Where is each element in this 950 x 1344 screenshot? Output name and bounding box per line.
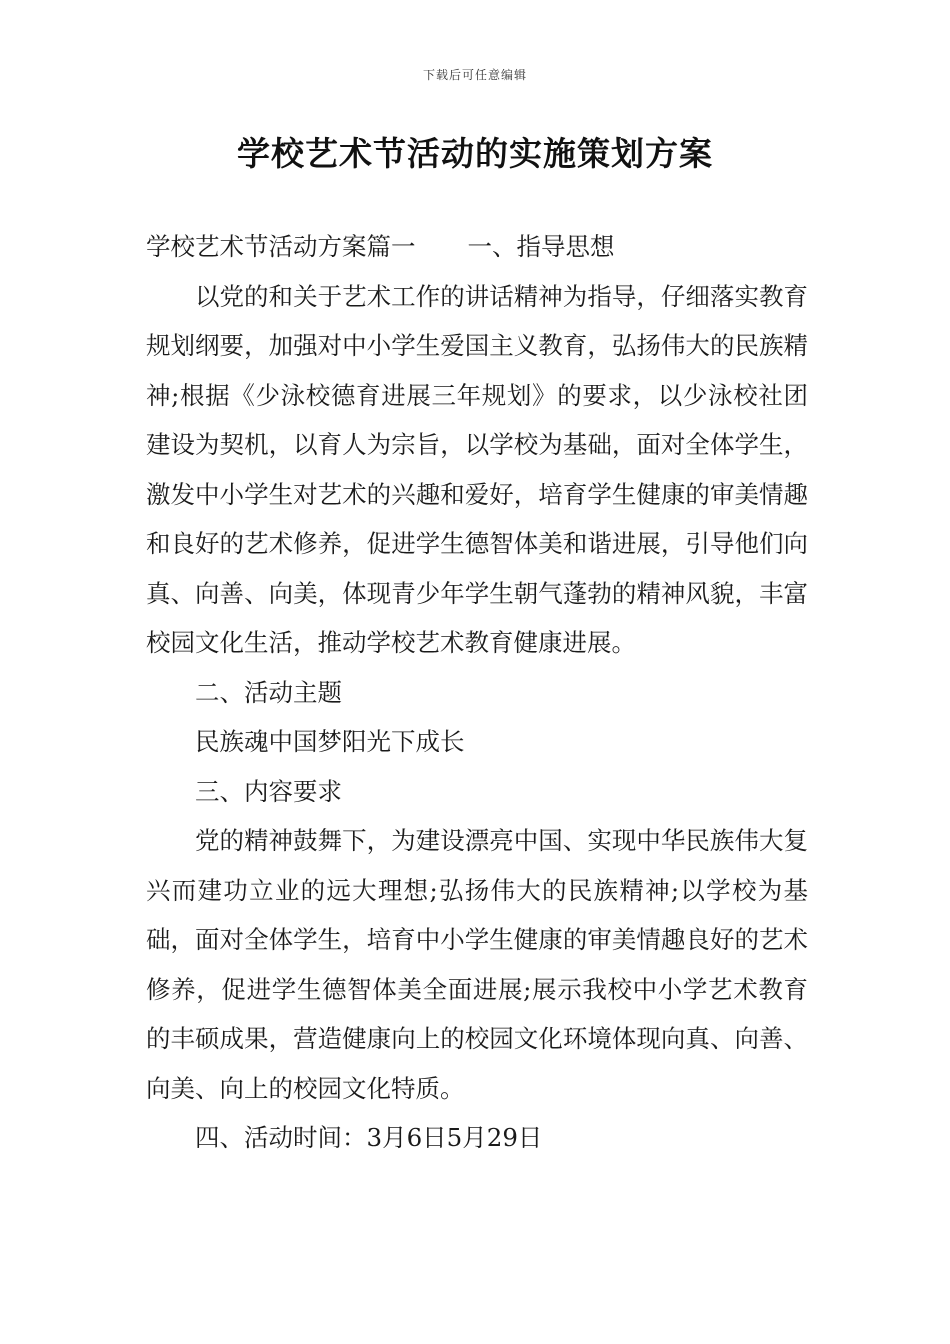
section-heading-theme: 二、活动主题 [195,677,342,707]
section-heading-guiding: 一、指导思想 [467,232,615,261]
section-heading-content: 三、内容要求 [195,776,342,806]
paragraph-content: 党的精神鼓舞下，为建设漂亮中国、实现中华民族伟大复兴而建功立业的远大理想;弘扬伟大的民族精神;以学校为基础，面对全体学生，培育中小学生健康的审美情趣良好的艺术修养，促进学生德智体美全面进展;展示我校中小学艺术教育的丰硕成果，营造健康向上的校园文化环境体现向真、向善、向美、向上的校园文化特质。 [146,826,808,1103]
intro-line [146,222,808,272]
header-note: 下载后可任意编辑 [422,68,527,82]
section-heading-time: 四、活动时间：3月6日5月29日 [195,1123,543,1152]
document-body [146,222,808,1163]
paragraph-theme: 民族魂中国梦阳光下成长 [195,727,465,756]
page-title: 学校艺术节活动的实施策划方案 [237,134,713,173]
paragraph-guiding: 以党的和关于艺术工作的讲话精神为指导，仔细落实教育规划纲要，加强对中小学生爱国主义教育，弘扬伟大的民族精神;根据《少泳校德育进展三年规划》的要求，以少泳校社团建设为契机，以育人为宗旨，以学校为基础，面对全体学生，激发中小学生对艺术的兴趣和爱好，培育学生健康的审美情趣和良好的艺术修养，促进学生德智体美和谐进展，引导他们向真、向善、向美，体现青少年学生朝气蓬勃的精神风貌，丰富校园文化生活，推动学校艺术教育健康进展。 [146,281,808,657]
plan-subtitle: 学校艺术节活动方案篇一 [146,232,416,261]
